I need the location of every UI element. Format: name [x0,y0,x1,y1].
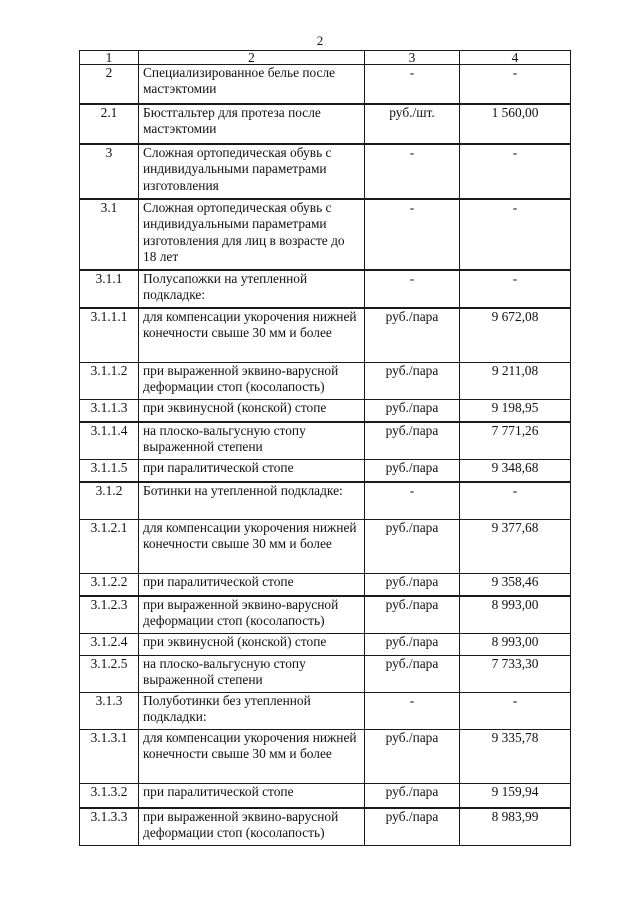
table-row [80,808,571,846]
table-header-row [80,51,571,65]
price: - [460,693,571,730]
price: 9 348,68 [460,460,571,483]
row-number: 3.1 [80,199,139,270]
unit: руб./пара [365,363,460,400]
unit: - [365,65,460,105]
row-number: 3.1.1 [80,270,139,308]
table-row [80,634,571,656]
table-row [80,422,571,460]
row-number: 3.1.1.3 [80,400,139,423]
table-row [80,104,571,144]
item-name: при паралитической стопе [139,784,365,809]
item-name: для компенсации укорочения нижней конечности свыше 30 мм и более [139,308,365,363]
item-name: Полуботинки без утепленной подкладки: [139,693,365,730]
row-number: 3.1.3 [80,693,139,730]
item-name: на плоско-вальгусную стопу выраженной степени [139,422,365,460]
table-row [80,270,571,308]
item-name: при паралитической стопе [139,574,365,597]
unit: руб./пара [365,400,460,423]
price: - [460,65,571,105]
unit: руб./пара [365,730,460,784]
table-row [80,308,571,363]
price: 8 993,00 [460,634,571,656]
page-number: 2 [316,33,324,48]
table-row [80,596,571,634]
item-name: для компенсации укорочения нижней конечности свыше 30 мм и более [139,730,365,784]
price: 9 672,08 [460,308,571,363]
unit: руб./пара [365,634,460,656]
row-number: 3.1.2 [80,482,139,520]
column-header-1: 1 [80,51,139,65]
unit: руб./пара [365,574,460,597]
row-number: 3.1.2.4 [80,634,139,656]
unit: руб./пара [365,308,460,363]
row-number: 3 [80,144,139,199]
table-row [80,574,571,597]
price: 9 335,78 [460,730,571,784]
unit: - [365,482,460,520]
price: 9 211,08 [460,363,571,400]
column-header-4: 4 [460,51,571,65]
price-table [79,50,571,846]
price: 7 733,30 [460,656,571,693]
row-number: 3.1.3.2 [80,784,139,809]
unit: руб./шт. [365,104,460,144]
row-number: 3.1.2.5 [80,656,139,693]
item-name: Сложная ортопедическая обувь с индивидуальными параметрами изготовления для лиц в возрасте до 18 лет [139,199,365,270]
table-row [80,363,571,400]
row-number: 3.1.3.1 [80,730,139,784]
unit: руб./пара [365,784,460,809]
column-header-3: 3 [365,51,460,65]
item-name: Полусапожки на утепленной подкладке: [139,270,365,308]
item-name: при эквинусной (конской) стопе [139,400,365,423]
item-name: при выраженной эквино-варусной деформации стоп (косолапость) [139,808,365,846]
table-row [80,656,571,693]
price: - [460,482,571,520]
item-name: на плоско-вальгусную стопу выраженной степени [139,656,365,693]
row-number: 2 [80,65,139,105]
table-row [80,693,571,730]
table-row [80,482,571,520]
row-number: 2.1 [80,104,139,144]
table-row [80,460,571,483]
row-number: 3.1.2.2 [80,574,139,597]
price: 9 159,94 [460,784,571,809]
unit: руб./пара [365,808,460,846]
unit: руб./пара [365,520,460,574]
row-number: 3.1.1.2 [80,363,139,400]
item-name: при паралитической стопе [139,460,365,483]
row-number: 3.1.2.3 [80,596,139,634]
row-number: 3.1.1.5 [80,460,139,483]
price: 8 983,99 [460,808,571,846]
table-row [80,144,571,199]
item-name: для компенсации укорочения нижней конечности свыше 30 мм и более [139,520,365,574]
unit: руб./пара [365,596,460,634]
price: - [460,199,571,270]
price: 1 560,00 [460,104,571,144]
table-row [80,400,571,423]
price: 9 358,46 [460,574,571,597]
table-row [80,730,571,784]
price: 9 377,68 [460,520,571,574]
row-number: 3.1.1.4 [80,422,139,460]
unit: руб./пара [365,422,460,460]
item-name: Ботинки на утепленной подкладке: [139,482,365,520]
column-header-2: 2 [139,51,365,65]
price: - [460,270,571,308]
unit: руб./пара [365,656,460,693]
table-row [80,784,571,809]
unit: руб./пара [365,460,460,483]
item-name: при выраженной эквино-варусной деформации стоп (косолапость) [139,596,365,634]
unit: - [365,693,460,730]
item-name: при выраженной эквино-варусной деформации стоп (косолапость) [139,363,365,400]
unit: - [365,144,460,199]
price: 8 993,00 [460,596,571,634]
item-name: при эквинусной (конской) стопе [139,634,365,656]
item-name: Специализированное белье после мастэктомии [139,65,365,105]
table-row [80,199,571,270]
item-name: Бюстгальтер для протеза после мастэктомии [139,104,365,144]
price: - [460,144,571,199]
row-number: 3.1.3.3 [80,808,139,846]
row-number: 3.1.2.1 [80,520,139,574]
item-name: Сложная ортопедическая обувь с индивидуальными параметрами изготовления [139,144,365,199]
price: 9 198,95 [460,400,571,423]
price: 7 771,26 [460,422,571,460]
unit: - [365,270,460,308]
row-number: 3.1.1.1 [80,308,139,363]
unit: - [365,199,460,270]
table-row [80,65,571,105]
table-row [80,520,571,574]
